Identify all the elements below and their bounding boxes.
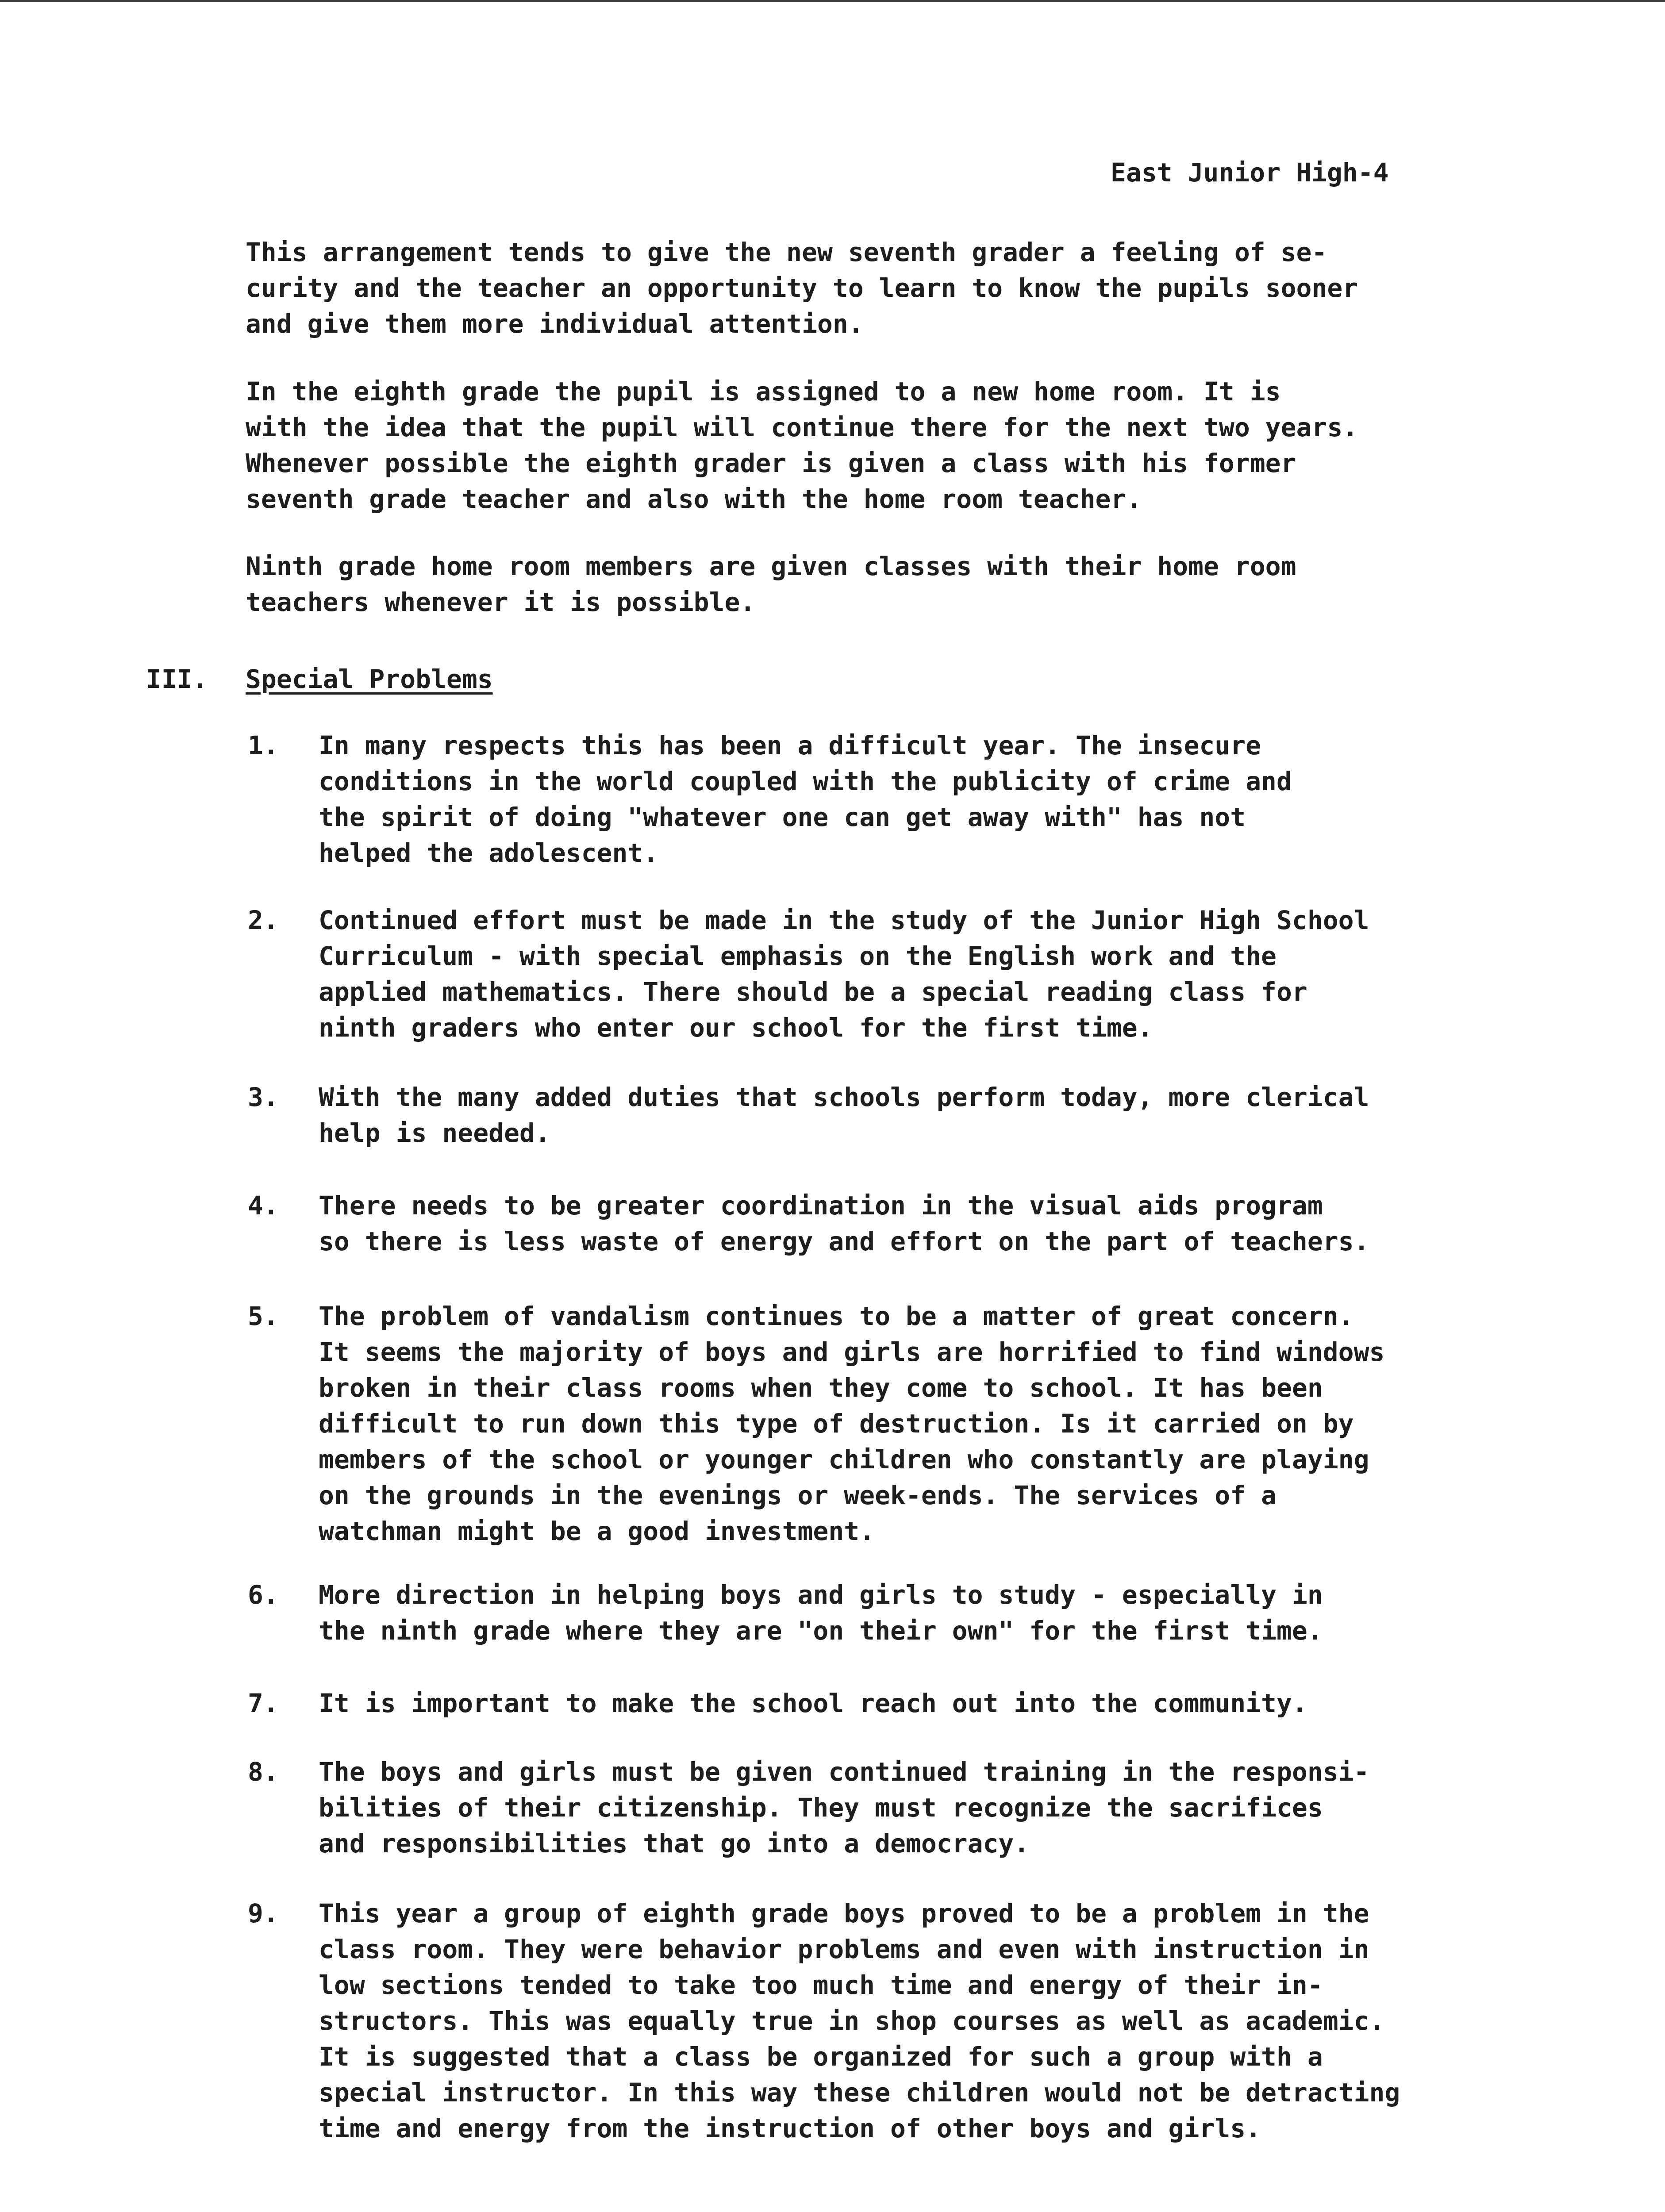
- item-number: 6.: [248, 1580, 279, 1610]
- intro-paragraph-1: [246, 234, 1551, 342]
- item-text: The problem of vandalism continues to be a matter of great concern. It seems the majority of boys and girls are horrified to find windows broken in their class rooms when they come to school. It has been difficult to run down this type of destruction. Is it carried on by members of the school or younger children who constantly are playing on the grounds in the evenings or week-ends. The services of a watchman might be a good investment.: [319, 1301, 1385, 1546]
- item-text: It is important to make the school reach out into the community.: [319, 1688, 1307, 1718]
- item-number: 4.: [248, 1190, 279, 1221]
- item-number: 7.: [248, 1688, 279, 1718]
- scan-edge-line: [0, 0, 1665, 2]
- item-number: 5.: [248, 1301, 279, 1331]
- section-numeral: III.: [146, 664, 208, 694]
- item-number: 9.: [248, 1898, 279, 1928]
- item-text: With the many added duties that schools perform today, more clerical help is needed.: [319, 1082, 1369, 1148]
- item-number: 2.: [248, 905, 279, 935]
- item-number: 8.: [248, 1757, 279, 1787]
- item-text: The boys and girls must be given continued training in the responsi- bilities of their citizenship. They must recognize the sacrifices and responsibilities that go into a democracy.: [319, 1757, 1369, 1859]
- item-text: This year a group of eighth grade boys proved to be a problem in the class room. They were behavior problems and even with instruction in low sections tended to take too much time and energy of their in- structors. This was equally true in shop courses as well as academic. It is suggested that a class be organized for such a group with a special instructor. In this way these children would not be detracting time and energy from the instruction of other boys and girls.: [319, 1898, 1400, 2143]
- item-text: In many respects this has been a difficult year. The insecure conditions in the world coupled with the publicity of crime and the spirit of doing "whatever one can get away with" has not helped the adolescent.: [319, 730, 1292, 868]
- item-text: Continued effort must be made in the study of the Junior High School Curriculum - with special emphasis on the English work and the applied mathematics. There should be a special reading class for ninth graders who enter our school for the first time.: [319, 905, 1369, 1043]
- paragraph-text: In the eighth grade the pupil is assigned to a new home room. It is with the idea that the pupil will continue there for the next two years. Whenever possible the eighth grader is given a class with his former seventh grade teacher and also with the home room teacher.: [246, 376, 1358, 514]
- paragraph-text: This arrangement tends to give the new seventh grader a feeling of se- curity and the teacher an opportunity to learn to know the pupils sooner and give them more individual attention.: [246, 237, 1358, 339]
- section-title: Special Problems: [246, 664, 493, 694]
- item-number: 3.: [248, 1082, 279, 1112]
- intro-paragraph-2: [246, 374, 1551, 517]
- item-number: 1.: [248, 730, 279, 760]
- intro-paragraph-3: [246, 549, 1551, 620]
- page-header: East Junior High-4: [1111, 157, 1389, 188]
- item-text: More direction in helping boys and girls to study - especially in the ninth grade where they are "on their own" for the first time.: [319, 1580, 1323, 1646]
- item-text: There needs to be greater coordination in the visual aids program so there is less waste of energy and effort on the part of teachers.: [319, 1190, 1369, 1256]
- paragraph-text: Ninth grade home room members are given classes with their home room teachers whenever it is possible.: [246, 551, 1296, 617]
